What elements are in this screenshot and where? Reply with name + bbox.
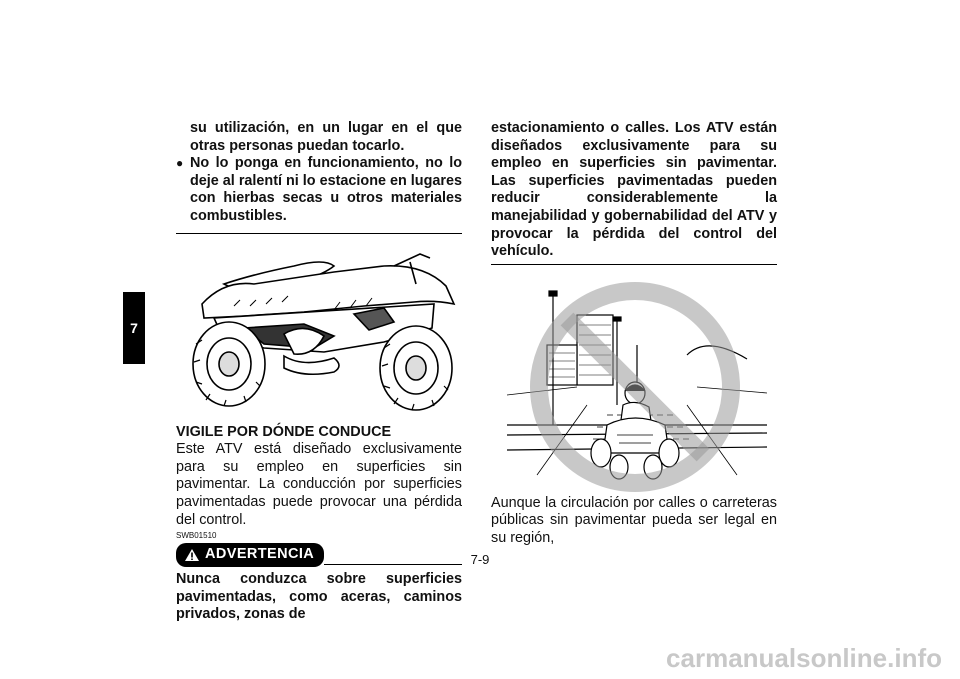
warning-code: SWB01510 bbox=[176, 531, 217, 541]
bottom-paragraph: Aunque la circulación por calles o carreteras públicas sin pavimentar pueda ser legal en su región, bbox=[491, 494, 777, 546]
section-heading: VIGILE POR DÓNDE CONDUCE bbox=[176, 423, 392, 440]
warning-text: Nunca conduzca sobre superficies pavimentadas, como aceras, caminos privados, zonas de bbox=[176, 571, 462, 623]
chapter-tab bbox=[123, 292, 145, 364]
atv-illustration bbox=[184, 244, 464, 414]
bullet-text: No lo ponga en funcionamiento, no lo deje al ralentí ni lo estacione en lugares con hierbas secas u otros materiales combustibles. bbox=[190, 155, 462, 224]
prohibited-illustration-space bbox=[491, 265, 777, 495]
left-column bbox=[176, 120, 462, 624]
atv-illustration-space bbox=[176, 234, 462, 424]
bullet-icon: ● bbox=[176, 156, 184, 171]
right-column bbox=[491, 120, 777, 548]
watermark: carmanualsonline.info bbox=[666, 643, 942, 673]
continued-bullet-text: su utilización, en un lugar en el que otras personas puedan tocarlo. bbox=[190, 120, 462, 154]
warning-label: ADVERTENCIA bbox=[205, 546, 315, 563]
bullet-item bbox=[176, 155, 462, 225]
page-number: 7-9 bbox=[470, 552, 490, 567]
warning-continued-text: estacionamiento o calles. Los ATV están diseñados exclusivamente para su empleo en superficies sin pavimentar. Las superficies pavimentadas pueden reducir considerablemente la manejabilidad y gobernabilidad del ATV y provocar la pérdida del control del vehículo. bbox=[491, 120, 777, 260]
chapter-tab-label: 7 bbox=[130, 320, 138, 336]
no-pavement-illustration bbox=[507, 275, 767, 495]
section-paragraph: Este ATV está diseñado exclusivamente para su empleo en superficies sin pavimentar. La conducción por superficies pavimentadas puede provocar una pérdida del control. bbox=[176, 441, 462, 528]
